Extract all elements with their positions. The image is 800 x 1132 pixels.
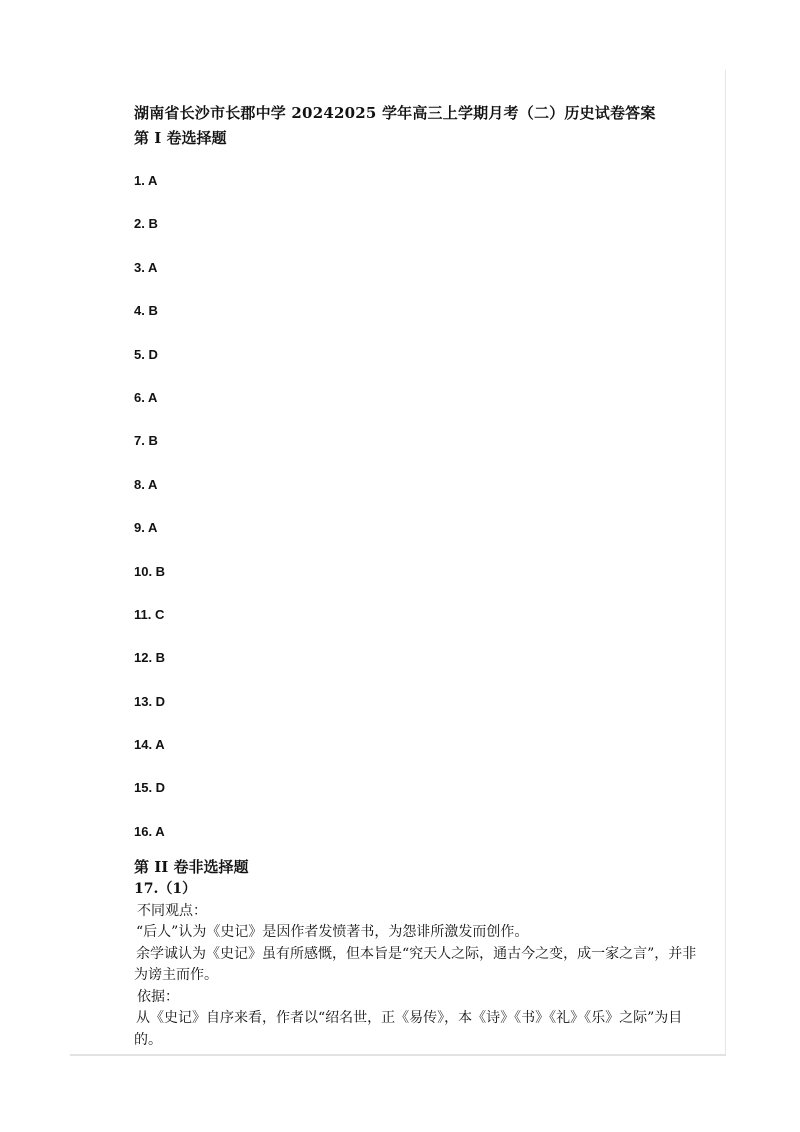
page-edge-right	[725, 70, 726, 1055]
page-edge-bottom	[70, 1054, 726, 1056]
views-label: 不同观点：	[137, 902, 207, 919]
answer-item: 15. D	[134, 780, 166, 796]
answer-list	[134, 172, 165, 866]
answer-item: 9. A	[134, 520, 158, 536]
answer-item: 4. B	[134, 303, 158, 319]
question-17-answer	[134, 879, 704, 1051]
answer-item: 5. D	[134, 346, 158, 362]
question-17-number: 17.（1）	[134, 881, 197, 897]
view-2-text: 余学诚认为《史记》虽有所感慨，但本旨是“究天人之际，通古今之变，成一家之言”，并非为谤主而作。	[134, 945, 697, 983]
answer-item: 7. B	[134, 433, 158, 449]
basis-1-text: 从《史记》自序来看，作者以“绍名世，正《易传》，本《诗》《书》《礼》《乐》之际”为目的。	[134, 1010, 683, 1048]
answer-item: 13. D	[134, 693, 166, 709]
answer-item: 1. A	[134, 173, 158, 188]
section-1-title: 第 I 卷选择题	[134, 129, 227, 147]
answer-item: 2. B	[134, 216, 158, 232]
answer-item: 12. B	[134, 650, 166, 666]
answer-item: 16. A	[134, 823, 165, 839]
document-title: 湖南省长沙市长郡中学 20242025 学年高三上学期月考（二）历史试卷答案	[134, 104, 656, 122]
answer-item: 11. C	[134, 606, 165, 622]
section-2-title: 第 II 卷非选择题	[134, 858, 249, 876]
answer-item: 10. B	[134, 563, 166, 579]
answer-item: 14. A	[134, 737, 165, 753]
basis-label: 依据：	[137, 988, 179, 1005]
answer-item: 6. A	[134, 389, 158, 405]
answer-item: 3. A	[134, 259, 158, 275]
answer-item: 8. A	[134, 476, 158, 492]
view-1-text: “后人”认为《史记》是因作者发愤著书，为怨诽所激发而创作。	[136, 924, 529, 940]
